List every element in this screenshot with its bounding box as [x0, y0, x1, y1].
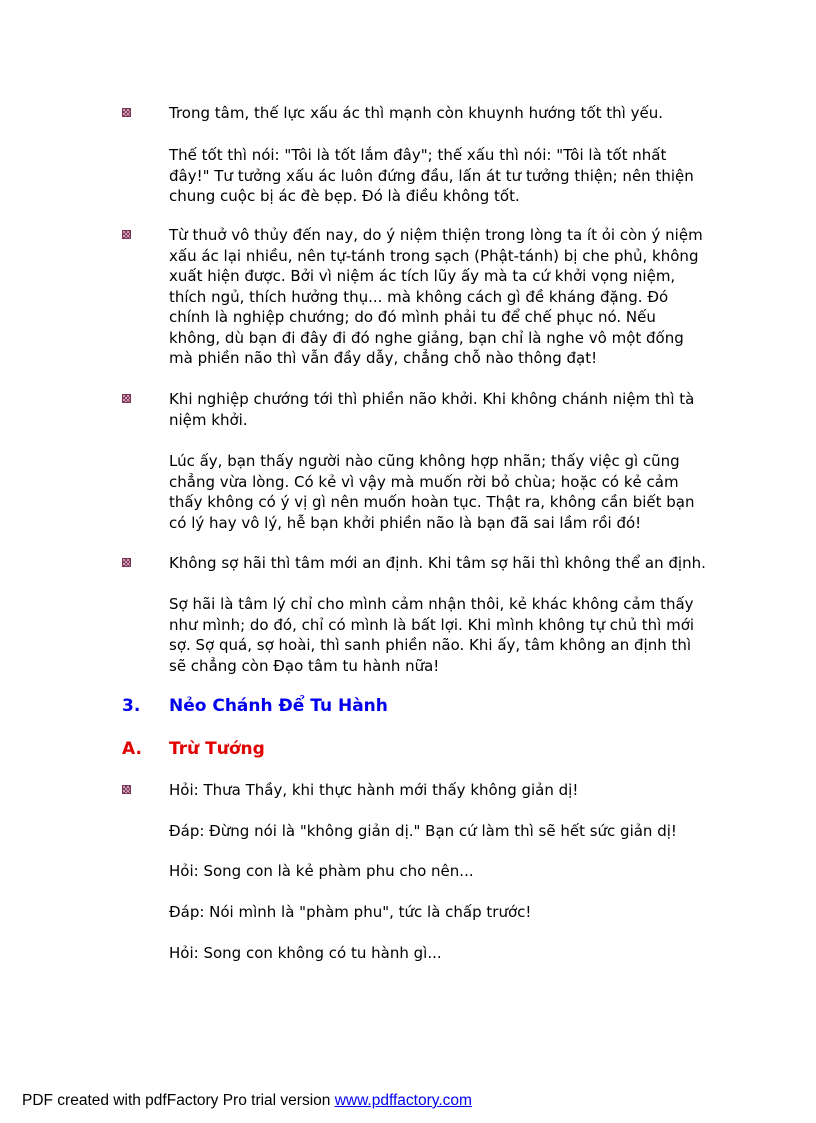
- pdf-footer: [22, 1092, 472, 1110]
- paragraph: Lúc ấy, bạn thấy người nào cũng không hợp nhãn; thấy việc gì cũng chẳng vừa lòng. Có kẻ vì vậy mà muốn rời bỏ chùa; hoặc có kẻ cảm thấy không có ý vị gì nên muốn hoàn tục. Thật ra, không cần biết bạn có lý hay vô lý, hễ bạn khởi phiền não là bạn đã sai lầm rồi đó!: [169, 452, 695, 532]
- bullet-icon: [122, 230, 131, 239]
- bullet-icon: [122, 785, 131, 794]
- question: Hỏi: Song con là kẻ phàm phu cho nên...: [169, 862, 474, 880]
- section-title: Nẻo Chánh Để Tu Hành: [169, 696, 388, 716]
- bullet-icon: [122, 558, 131, 567]
- paragraph: Thế tốt thì nói: "Tôi là tốt lắm đây"; thế xấu thì nói: "Tôi là tốt nhất đây!" Tư tưởng xấu ác luôn đứng đầu, lấn át tư tưởng thiện; nên thiện chung cuộc bị ác đè bẹp. Đó là điều không tốt.: [169, 146, 694, 205]
- paragraph: Sợ hãi là tâm lý chỉ cho mình cảm nhận thôi, kẻ khác không cảm thấy như mình; do đó, chỉ có mình là bất lợi. Khi mình không tự chủ thì mới sợ. Sợ quá, sợ hoài, thì sanh phiền não. Khi ấy, tâm không an định thì sẽ chẳng còn Đạo tâm tu hành nữa!: [169, 595, 695, 675]
- paragraph: Trong tâm, thế lực xấu ác thì mạnh còn khuynh hướng tốt thì yếu.: [169, 104, 663, 122]
- answer: Đáp: Nói mình là "phàm phu", tức là chấp trước!: [169, 903, 532, 921]
- paragraph: Không sợ hãi thì tâm mới an định. Khi tâm sợ hãi thì không thể an định.: [169, 554, 706, 572]
- question: Hỏi: Song con không có tu hành gì...: [169, 944, 442, 962]
- question: Hỏi: Thưa Thầy, khi thực hành mới thấy không giản dị!: [169, 781, 579, 799]
- paragraph: Từ thuở vô thủy đến nay, do ý niệm thiện trong lòng ta ít ỏi còn ý niệm xấu ác lại nhiều, nên tự-tánh trong sạch (Phật-tánh) bị che phủ, không xuất hiện được. Bởi vì niệm ác tích lũy ấy mà ta cứ khởi vọng niệm, thích ngủ, thích hưởng thụ... mà không cách gì đề kháng đặng. Đó chính là nghiệp chướng; do đó mình phải tu để chế phục nó. Nếu không, dù bạn đi đây đi đó nghe giảng, bạn chỉ là nghe vô một đống mà phiền não thì vẫn đầy dẫy, chẳng chỗ nào thông đạt!: [169, 226, 703, 367]
- paragraph: Khi nghiệp chướng tới thì phiền não khởi. Khi không chánh niệm thì tà niệm khởi.: [169, 390, 695, 429]
- subsection-title: Trừ Tướng: [169, 739, 265, 759]
- pdffactory-link[interactable]: www.pdffactory.com: [334, 1092, 472, 1109]
- answer: Đáp: Đừng nói là "không giản dị." Bạn cứ làm thì sẽ hết sức giản dị!: [169, 822, 677, 840]
- subsection-number: A.: [122, 739, 142, 759]
- section-number: 3.: [122, 696, 141, 716]
- footer-text: PDF created with pdfFactory Pro trial version: [22, 1092, 335, 1109]
- bullet-icon: [122, 108, 131, 117]
- bullet-icon: [122, 394, 131, 403]
